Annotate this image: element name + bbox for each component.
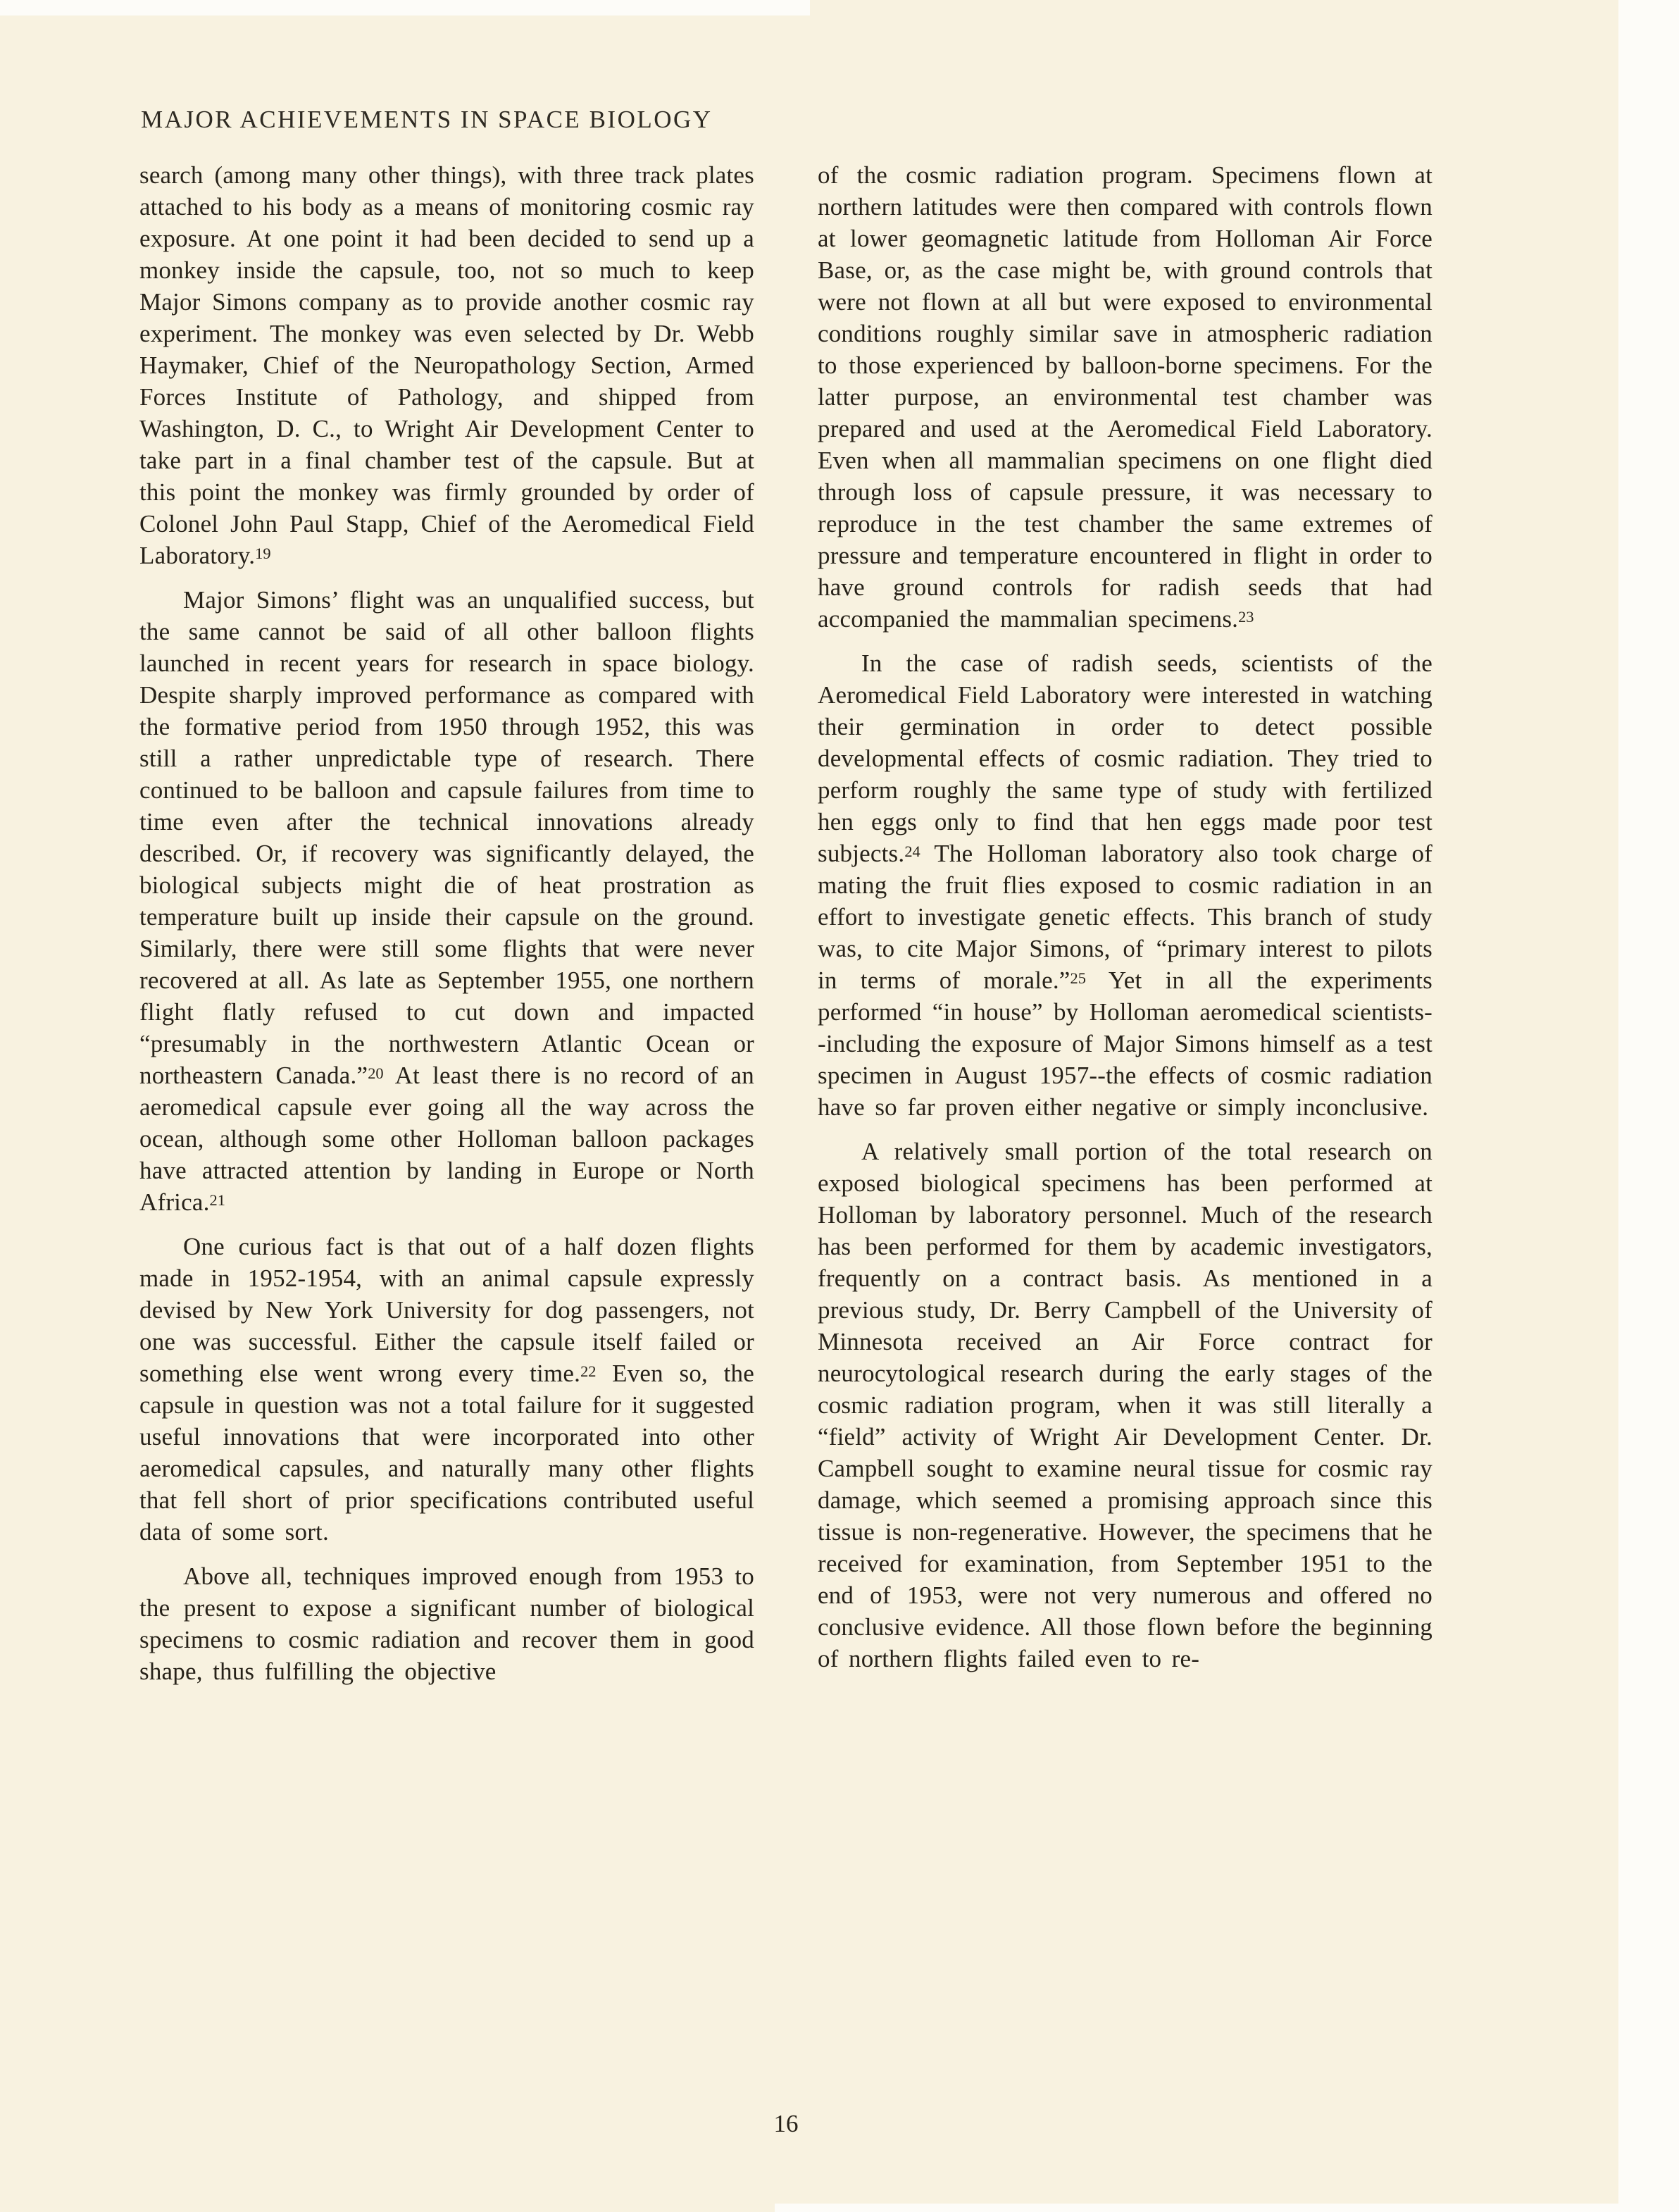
page-number: 16 <box>773 2110 799 2137</box>
body-paragraph: search (among many other things), with three track plates attached to his body as a means of monitoring cosmic ray exposure. At one point it had been decided to send up a monkey inside the capsule, too, not so much to keep Major Simons company as to provide another cosmic ray experiment. The monkey was even selected by Dr. Webb Haymaker, Chief of the Neuropathology Section, Armed Forces Institute of Pathology, and shipped from Washington, D. C., to Wright Air Development Center to take part in a final chamber test of the capsule. But at this point the monkey was firmly grounded by order of Colonel John Paul Stapp, Chief of the Aeromedical Field Laboratory.$^{19}$ <box>139 161 754 569</box>
text-columns <box>139 159 1433 1687</box>
scan-edge-top <box>0 0 810 15</box>
left-column <box>139 159 754 1687</box>
scan-edge-right <box>1618 0 1679 2212</box>
body-paragraph: Major Simons’ flight was an unqualified success, but the same cannot be said of all other balloon flights launched in recent years for research in space biology. Despite sharply improved performance as compared with the formative period from 1950 through 1952, this was still a rather unpredictable type of research. There continued to be balloon and capsule failures from time to time even after the technical innovations already described. Or, if recovery was significantly delayed, the biological subjects might die of heat prostration as temperature built up inside their capsule on the ground. Similarly, there were still some flights that were never recovered at all. As late as September 1955, one northern flight flatly refused to cut down and impacted “presumably in the northwestern Atlantic Ocean or northeastern Canada.”$^{20}$ At least there is no record of an aeromedical capsule ever going all the way across the ocean, although some other Holloman balloon packages have attracted attention by landing in Europe or North Africa.$^{21}$ <box>139 586 754 1216</box>
body-paragraph: In the case of radish seeds, scientists of the Aeromedical Field Laboratory were interested in watching their germination in order to detect possible developmental effects of cosmic radiation. They tried to perform roughly the same type of study with fertilized hen eggs only to find that hen eggs made poor test subjects.$^{24}$ The Holloman laboratory also took charge of mating the fruit flies exposed to cosmic radiation in an effort to investigate genetic effects. This branch of study was, to cite Major Simons, of “primary interest to pilots in terms of morale.”$^{25}$ Yet in all the experiments performed “in house” by Holloman aeromedical scientists--including the exposure of Major Simons himself as a test specimen in August 1957--the effects of cosmic radiation have so far proven either negative or simply inconclusive. <box>818 650 1433 1121</box>
body-paragraph: A relatively small portion of the total research on exposed biological specimens has been performed at Holloman by laboratory personnel. Much of the research has been performed for them by academic investigators, frequently on a contract basis. As mentioned in a previous study, Dr. Berry Campbell of the University of Minnesota received an Air Force contract for neurocytological research during the early stages of the cosmic radiation program, when it was still literally a “field” activity of Wright Air Development Center. Dr. Campbell sought to examine neural tissue for cosmic ray damage, which seemed a promising approach since this tissue is non-regenerative. However, the specimens that he received for examination, from September 1951 to the end of 1953, were not very numerous and offered no conclusive evidence. All those flown before the beginning of northern flights failed even to re- <box>818 1138 1433 1672</box>
body-paragraph: Above all, techniques improved enough from 1953 to the present to expose a significant number of biological specimens to cosmic radiation and recover them in good shape, thus fulfilling the objective <box>139 1562 754 1685</box>
right-column <box>818 159 1433 1687</box>
body-paragraph: One curious fact is that out of a half dozen flights made in 1952-1954, with an animal capsule expressly devised by New York University for dog passengers, not one was successful. Either the capsule itself failed or something else went wrong every time.$^{22}$ Even so, the capsule in question was not a total failure for it suggested useful innovations that were incorporated into other aeromedical capsules, and naturally many other flights that fell short of prior specifications contributed useful data of some sort. <box>139 1233 754 1546</box>
body-paragraph: of the cosmic radiation program. Specimens flown at northern latitudes were then compared with controls flown at lower geomagnetic latitude from Holloman Air Force Base, or, as the case might be, with ground controls that were not flown at all but were exposed to environmental conditions roughly similar save in atmospheric radiation to those experienced by balloon-borne specimens. For the latter purpose, an environmental test chamber was prepared and used at the Aeromedical Field Laboratory. Even when all mammalian specimens on one flight died through loss of capsule pressure, it was necessary to reproduce in the test chamber the same extremes of pressure and temperature encountered in flight in order to have ground controls for radish seeds that had accompanied the mammalian specimens.$^{23}$ <box>818 161 1433 633</box>
page-content <box>139 106 1433 1687</box>
scan-edge-bottom <box>775 2204 1679 2212</box>
running-header: MAJOR ACHIEVEMENTS IN SPACE BIOLOGY <box>141 106 713 133</box>
